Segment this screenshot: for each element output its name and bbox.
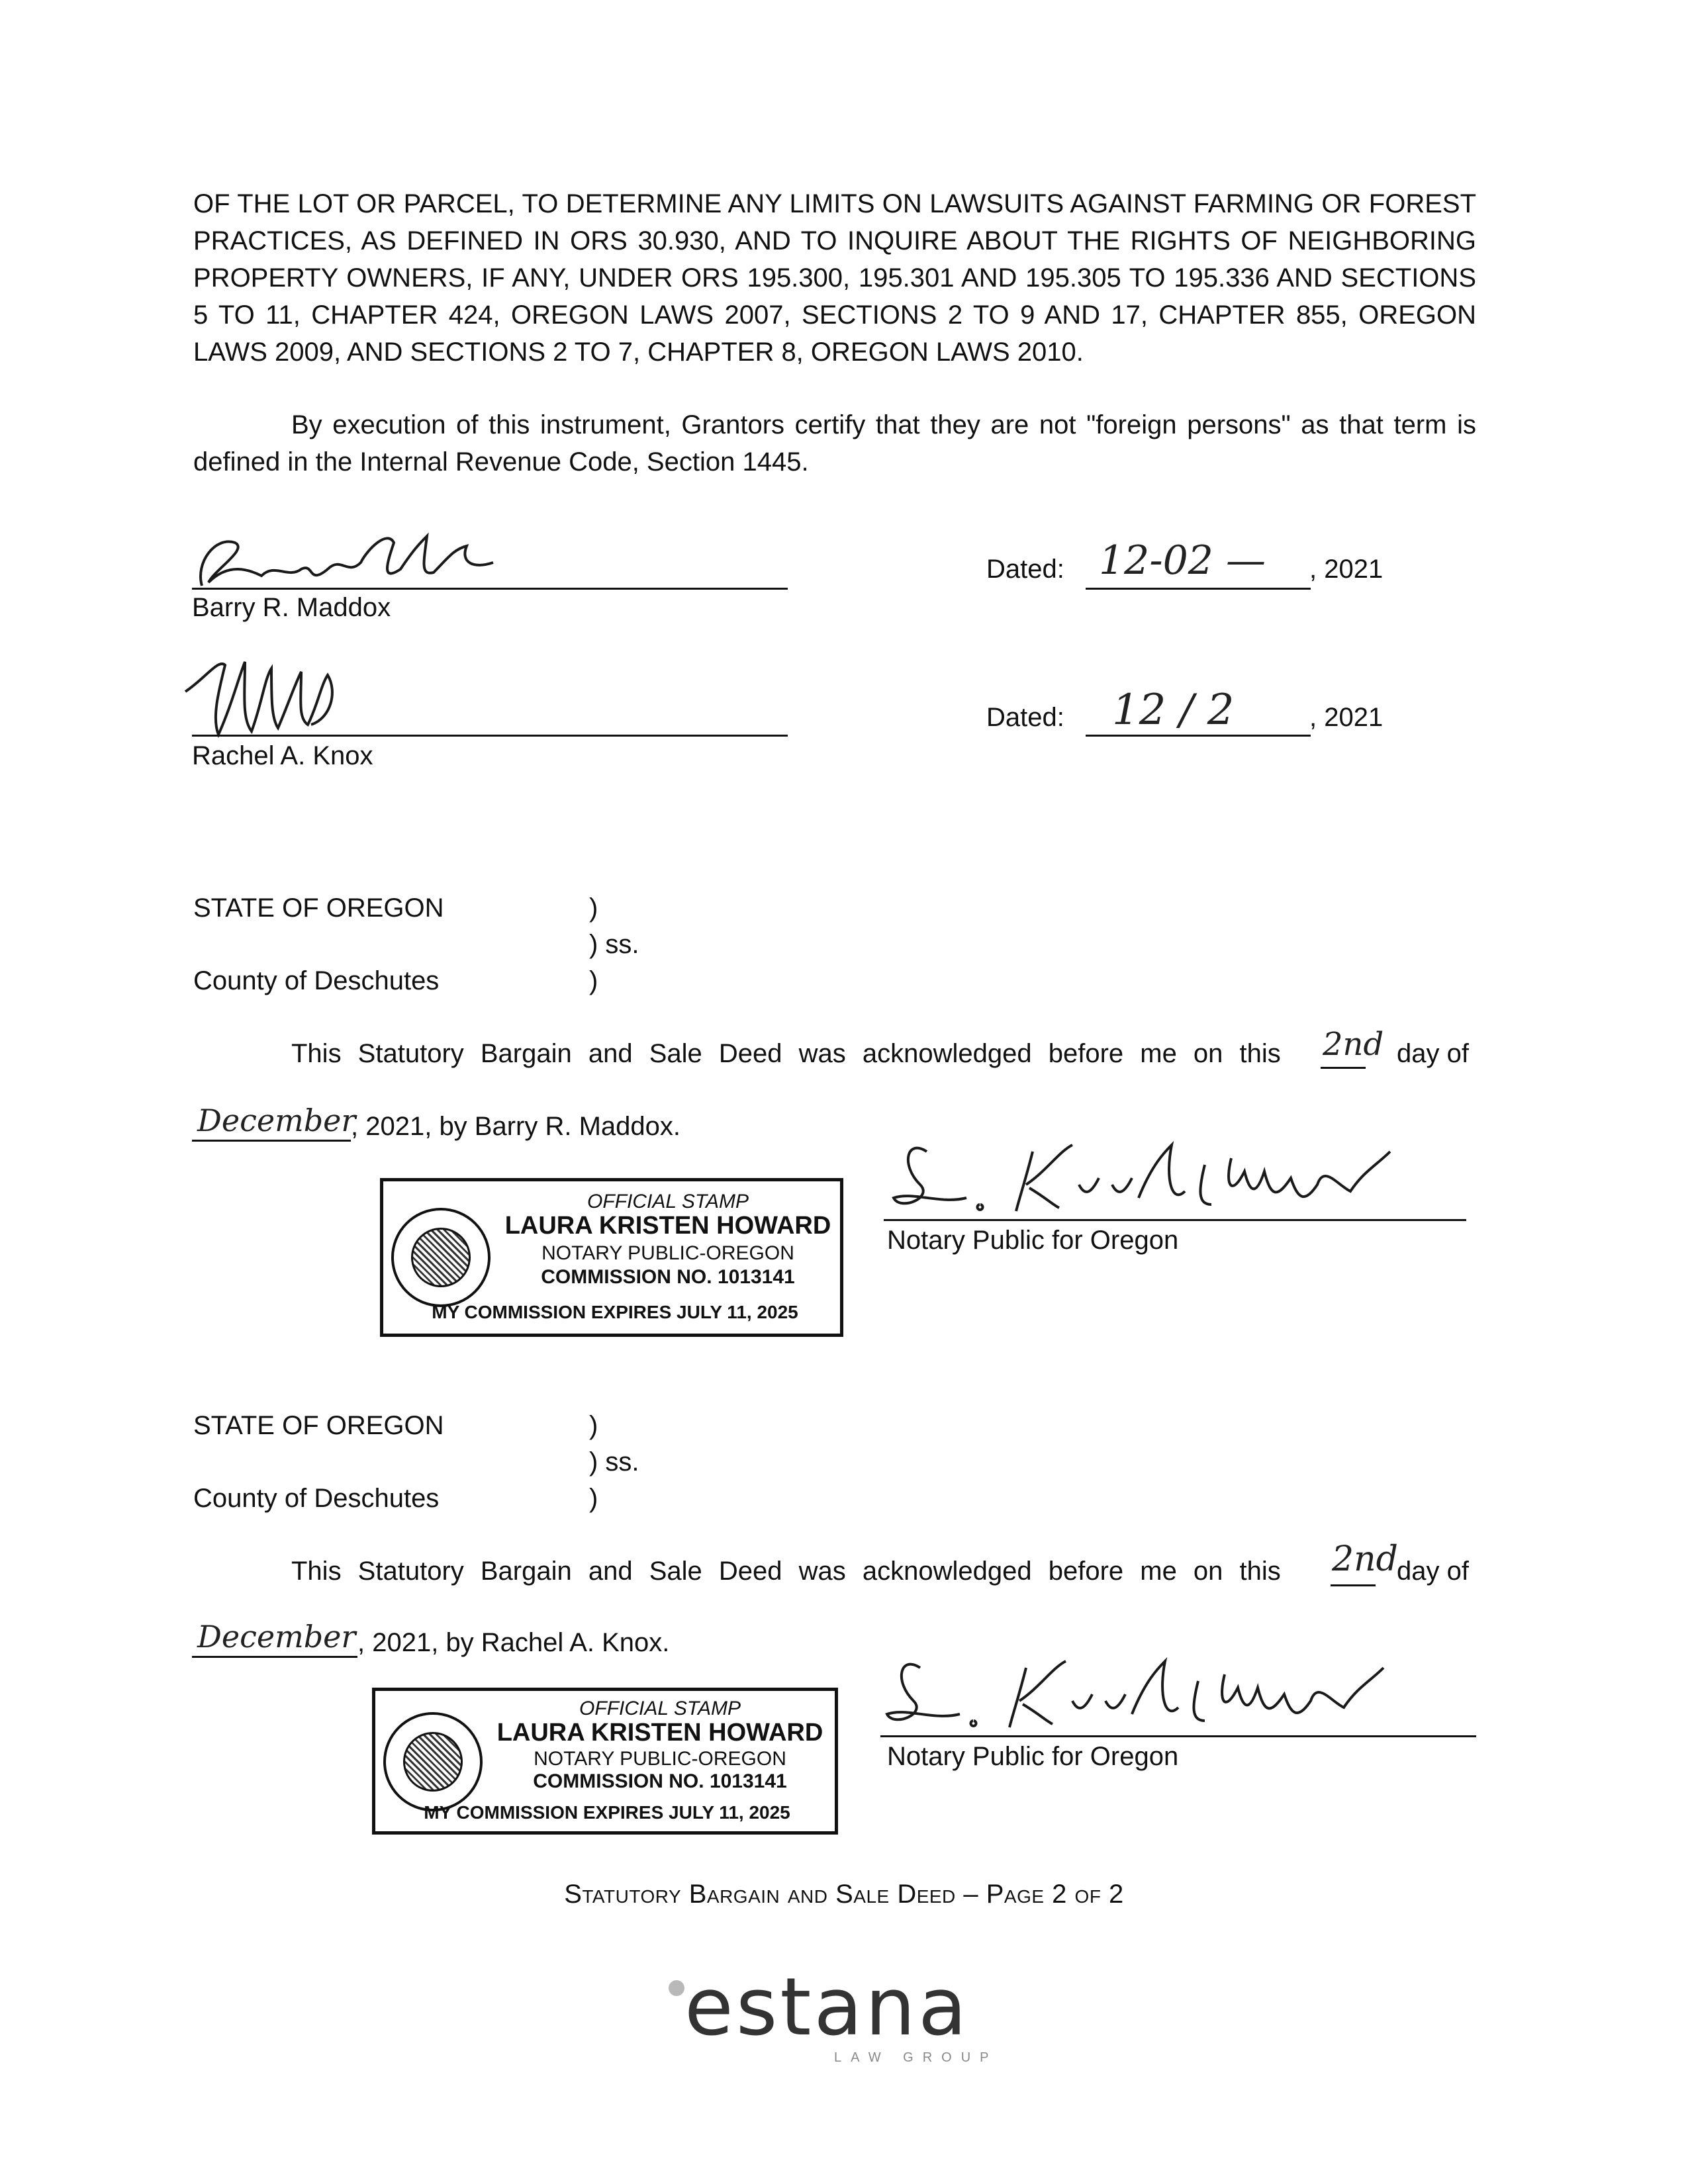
signer-name-2: Rachel A. Knox [192,741,373,770]
oregon-seal-icon [383,1712,483,1811]
stamp-line1-2: NOTARY PUBLIC-OREGON [534,1748,786,1770]
notary-stamp-2 [372,1688,838,1835]
venue-paren-top-2: ) [589,1411,598,1440]
date-line-2 [1086,735,1311,737]
ack-by-1: , 2021, by Barry R. Maddox. [351,1112,681,1141]
stamp-name-2: LAURA KRISTEN HOWARD [496,1719,823,1747]
dated-label-1: Dated: [986,555,1064,584]
venue-county-2: County of Deschutes [193,1484,440,1513]
notary-line-2 [880,1735,1476,1737]
page-footer: Statutory Bargain and Sale Deed – Page 2 of 2 [564,1880,1124,1909]
ack-text-2: This Statutory Bargain and Sale Deed was acknowledged before me on this [291,1557,1281,1586]
ack-text-1: This Statutory Bargain and Sale Deed was acknowledged before me on this [291,1039,1281,1068]
notary-signature-1 [887,1125,1417,1224]
signature-line-2 [192,735,788,737]
ack-day-line-1 [1321,1067,1366,1069]
ack-day-of-1: day of [1397,1039,1469,1068]
venue-paren-ss-2: ) ss. [589,1447,639,1477]
stamp-name-1: LAURA KRISTEN HOWARD [504,1212,831,1240]
stamp-expires-1: MY COMMISSION EXPIRES JULY 11, 2025 [432,1302,798,1322]
ack-handwritten-month-2: December [197,1619,356,1655]
venue-county-1: County of Deschutes [193,966,440,995]
signature-line-1 [192,588,788,590]
notary-signature-2 [880,1641,1410,1741]
ack-handwritten-day-2: 2nd [1332,1539,1398,1579]
venue-paren-top-1: ) [589,893,598,923]
ack-month-line-2 [192,1656,357,1658]
venue-state-2: STATE OF OREGON [193,1411,444,1440]
date-year-2: , 2021 [1309,703,1383,732]
date-line-1 [1086,588,1311,590]
stamp-line1-1: NOTARY PUBLIC-OREGON [541,1242,794,1264]
ack-day-line-2 [1331,1584,1376,1586]
handwritten-date-1: 12-02 — [1099,537,1266,584]
venue-paren-ss-1: ) ss. [589,930,639,959]
stamp-line2-1: COMMISSION NO. 1013141 [541,1266,795,1288]
notary-caption-1: Notary Public for Oregon [887,1226,1179,1255]
stamp-title-1: OFFICIAL STAMP [587,1191,749,1212]
notary-caption-2: Notary Public for Oregon [887,1742,1179,1771]
venue-paren-bot-1: ) [589,966,598,995]
ack-month-line-1 [192,1140,351,1142]
ack-day-of-2: day of [1397,1557,1469,1586]
logo-dot-icon [669,1980,684,1996]
ack-handwritten-month-1: December [197,1103,356,1138]
date-year-1: , 2021 [1309,555,1383,584]
stamp-line2-2: COMMISSION NO. 1013141 [533,1770,787,1792]
stamp-title-2: OFFICIAL STAMP [579,1698,741,1719]
stamp-expires-2: MY COMMISSION EXPIRES JULY 11, 2025 [424,1802,790,1823]
oregon-seal-icon [391,1208,491,1307]
venue-paren-bot-2: ) [589,1484,598,1513]
ack-by-2: , 2021, by Rachel A. Knox. [357,1628,670,1657]
notary-stamp-1 [380,1178,843,1337]
certification-paragraph: By execution of this instrument, Grantors certify that they are not "foreign persons" as that term is defined in the Internal Revenue Code, Section 1445. [193,410,1476,477]
notary-line-1 [884,1219,1466,1221]
handwritten-date-2: 12 / 2 [1112,686,1235,735]
grantor-signature-1 [189,523,533,596]
dated-label-2: Dated: [986,703,1064,732]
grantor-signature-2 [179,652,364,745]
ack-handwritten-day-1: 2nd [1323,1026,1384,1063]
estana-logo [669,1962,1039,2078]
signer-name-1: Barry R. Maddox [192,593,391,622]
continuation-paragraph: OF THE LOT OR PARCEL, TO DETERMINE ANY LIMITS ON LAWSUITS AGAINST FARMING OR FOREST PRACTICES, AS DEFINED IN ORS 30.930, AND TO INQUIRE ABOUT THE RIGHTS OF NEIGHBORING PROPERTY OWNERS, IF ANY, UNDER ORS 195.300, 195.301 AND 195.305 TO 195.336 AND SECTIONS 5 TO 11, CHAPTER 424, OREGON LAWS 2007, SECTIONS 2 TO 9 AND 17, CHAPTER 855, OREGON LAWS 2009, AND SECTIONS 2 TO 7, CHAPTER 8, OREGON LAWS 2010. [193,189,1476,367]
logo-subtitle: LAW GROUP [834,2050,998,2065]
logo-wordmark: estana [684,1962,970,2054]
venue-state-1: STATE OF OREGON [193,893,444,923]
